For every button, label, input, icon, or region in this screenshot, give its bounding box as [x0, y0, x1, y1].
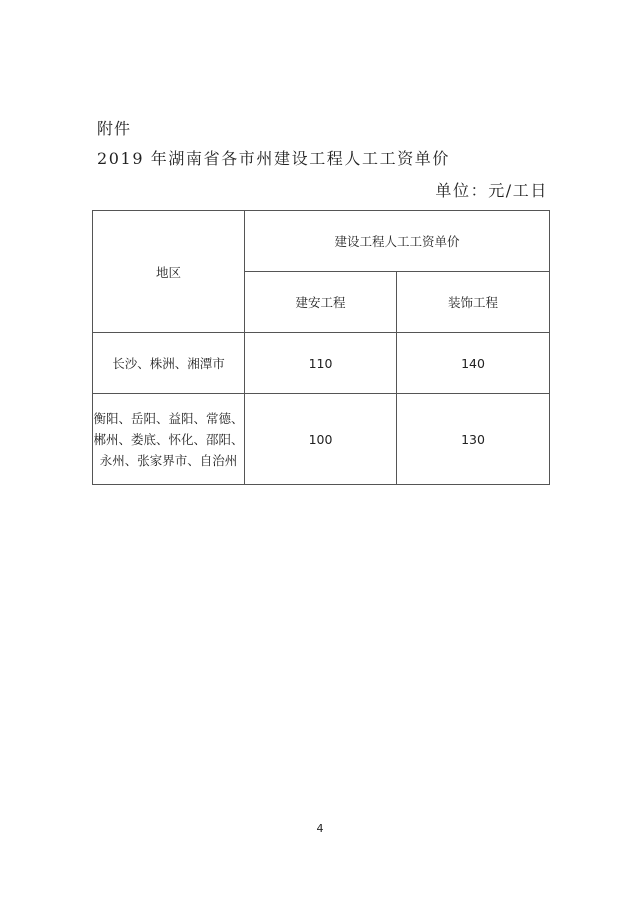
wage-table [92, 210, 550, 485]
row-decoration-value: 140 [397, 333, 550, 394]
row-region: 长沙、株洲、湘潭市 [93, 333, 245, 394]
page-number: 4 [316, 822, 324, 835]
row-region: 衡阳、岳阳、益阳、常德、郴州、娄底、怀化、邵阳、永州、张家界市、自治州 [93, 394, 245, 485]
table-row [93, 394, 550, 485]
header-construction: 建安工程 [245, 272, 397, 333]
attachment-label: 附件 [97, 119, 132, 138]
row-construction-value: 110 [245, 333, 397, 394]
row-decoration-value: 130 [397, 394, 550, 485]
document-title: 2019 年湖南省各市州建设工程人工工资单价 [97, 149, 451, 168]
header-group: 建设工程人工工资单价 [245, 211, 550, 272]
row-construction-value: 100 [245, 394, 397, 485]
header-decoration: 装饰工程 [397, 272, 550, 333]
table-header-row [93, 211, 550, 272]
header-region: 地区 [93, 211, 245, 333]
table-row [93, 333, 550, 394]
unit-label: 单位：元/工日 [435, 181, 548, 200]
